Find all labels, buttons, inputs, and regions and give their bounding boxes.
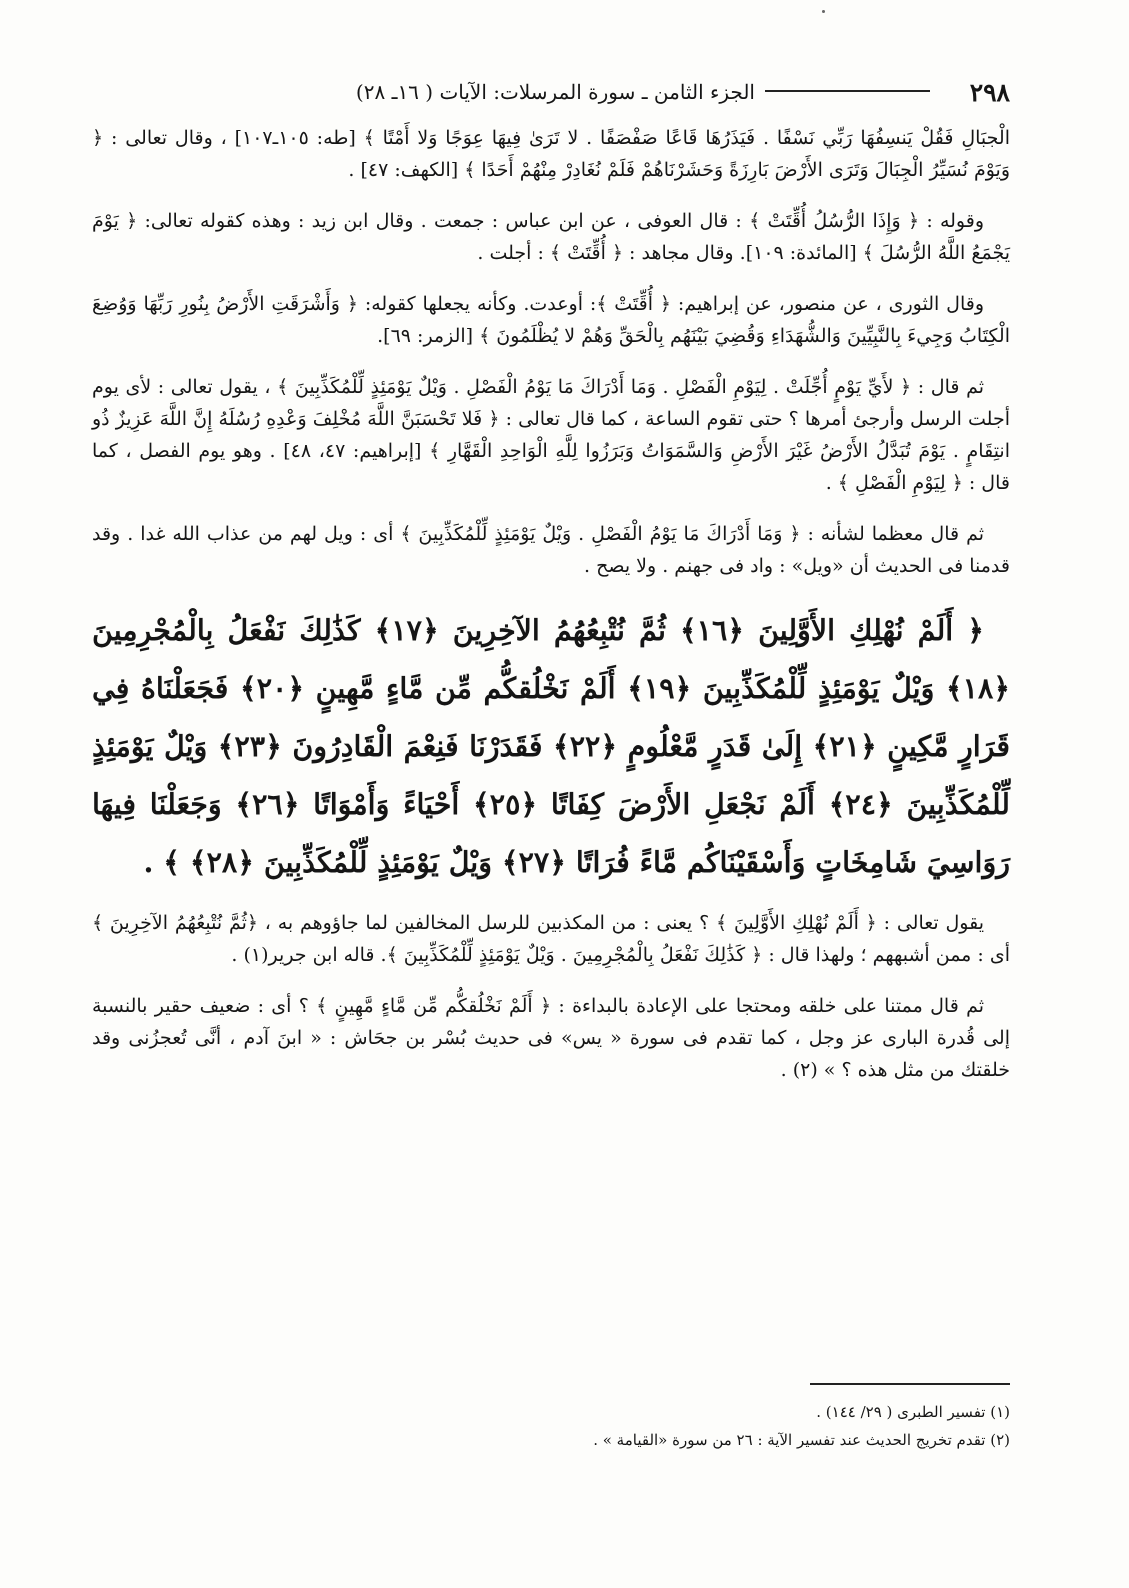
running-head: الجزء الثامن ـ سورة المرسلات: الآيات ( ١٦ـ ٢٨) bbox=[355, 80, 755, 104]
paragraph-woe: ثم قال معظما لشأنه : ﴿ وَمَا أَدْرَاكَ مَا يَوْمُ الْفَصْلِ . وَيْلٌ يَوْمَئِذٍ لِّلْمُكَذِّبِينَ ﴾ أى : ويل لهم من عذاب الله غدا . وقد قدمنا فى الحديث أن «ويل» : واد فى جهنم . ولا يصح . bbox=[92, 523, 1010, 577]
header-rule bbox=[765, 90, 930, 92]
footnote-item: (٢) تقدم تخريج الحديث عند تفسير الآية : ٢٦ من سورة «القيامة » . bbox=[593, 1431, 1010, 1449]
page-body bbox=[92, 122, 1010, 1105]
paragraph-continuation: الْجبَالِ فَقُلْ يَنسِفُهَا رَبِّي نَسْفًا . فَيَذَرُهَا قَاعًا صَفْصَفًا . لا تَرَىٰ فِيهَا عِوَجًا وَلا أَمْتًا ﴾ [طه: ١٠٥ـ١٠٧] ، وقال تعالى : ﴿ وَيَوْمَ نُسَيِّرُ الْجِبَالَ وَتَرَى الأَرْضَ بَارِزَةً وَحَشَرْنَاهُمْ فَلَمْ نُغَادِرْ مِنْهُمْ أَحَدًا ﴾ [الكهف: ٤٧] . bbox=[92, 127, 1010, 181]
footnote-rule bbox=[810, 1383, 1010, 1385]
paragraph-day-of-judgment: ثم قال : ﴿ لأَيِّ يَوْمٍ أُجِّلَتْ . لِيَوْمِ الْفَصْلِ . وَمَا أَدْرَاكَ مَا يَوْمُ الْفَصْلِ . وَيْلٌ يَوْمَئِذٍ لِّلْمُكَذِّبِينَ ﴾ ، يقول تعالى : لأى يوم أجلت الرسل وأرجئ أمرها ؟ حتى تقوم الساعة ، كما قال تعالى : ﴿ فَلا تَحْسَبَنَّ اللَّهَ مُخْلِفَ وَعْدِهِ رُسُلَهُ إِنَّ اللَّهَ عَزِيزٌ ذُو انتِقَامٍ . يَوْمَ تُبَدَّلُ الأَرْضُ غَيْرَ الأَرْضِ وَالسَّمَوَاتُ وَبَرَزُوا لِلَّهِ الْوَاحِدِ الْقَهَّارِ ﴾ [إبراهيم: ٤٧، ٤٨] . وهو يوم الفصل ، كما قال : ﴿ لِيَوْمِ الْفَصْلِ ﴾ . bbox=[92, 376, 1010, 494]
commentary-paragraph: ثم قال ممتنا على خلقه ومحتجا على الإعادة بالبداءة : ﴿ أَلَمْ نَخْلُقكُّم مِّن مَّاءٍ مَّهِينٍ ﴾ ؟ أى : ضعيف حقير بالنسبة إلى قُدرة البارى عز وجل ، كما تقدم فى سورة « يس» فى حديث بُسْر بن جحَاش : « ابنَ آدم ، أنَّى تُعجزُنى وقد خلقتك من مثل هذه ؟ » (٢) . bbox=[92, 995, 1010, 1081]
quran-passage: ﴿ أَلَمْ نُهْلِكِ الأَوَّلِينَ ﴿١٦﴾ ثُمَّ نُتْبِعُهُمُ الآخِرِينَ ﴿١٧﴾ كَذَٰلِكَ نَفْعَلُ بِالْمُجْرِمِينَ ﴿١٨﴾ وَيْلٌ يَوْمَئِذٍ لِّلْمُكَذِّبِينَ ﴿١٩﴾ أَلَمْ نَخْلُقكُّم مِّن مَّاءٍ مَّهِينٍ ﴿٢٠﴾ فَجَعَلْنَاهُ فِي قَرَارٍ مَّكِينٍ ﴿٢١﴾ إِلَىٰ قَدَرٍ مَّعْلُومٍ ﴿٢٢﴾ فَقَدَرْنَا فَنِعْمَ الْقَادِرُونَ ﴿٢٣﴾ وَيْلٌ يَوْمَئِذٍ لِّلْمُكَذِّبِينَ ﴿٢٤﴾ أَلَمْ نَجْعَلِ الأَرْضَ كِفَاتًا ﴿٢٥﴾ أَحْيَاءً وَأَمْوَاتًا ﴿٢٦﴾ وَجَعَلْنَا فِيهَا رَوَاسِيَ شَامِخَاتٍ وَأَسْقَيْنَاكُم مَّاءً فُرَاتًا ﴿٢٧﴾ وَيْلٌ يَوْمَئِذٍ لِّلْمُكَذِّبِينَ ﴿٢٨﴾ ﴾ . bbox=[92, 613, 1011, 879]
paragraph-thawri: وقال الثورى ، عن منصور، عن إبراهيم: ﴿ أُقِّتَتْ ﴾: أوعدت. وكأنه يجعلها كقوله: ﴿ وَأَشْرَقَتِ الأَرْضُ بِنُورِ رَبِّهَا وَوُضِعَ الْكِتَابُ وَجِيءَ بِالنَّبِيِّينَ وَالشُّهَدَاءِ وَقُضِيَ بَيْنَهُم بِالْحَقِّ وَهُمْ لا يُظْلَمُونَ ﴾ [الزمر: ٦٩]. bbox=[92, 293, 1010, 347]
commentary-paragraph: يقول تعالى : ﴿ أَلَمْ نُهْلِكِ الأَوَّلِينَ ﴾ ؟ يعنى : من المكذبين للرسل المخالفين لما جاؤوهم به ، ﴿ثُمَّ نُتْبِعُهُمُ الآخِرِينَ ﴾ أى : ممن أشبههم ؛ ولهذا قال : ﴿ كَذَٰلِكَ نَفْعَلُ بِالْمُجْرِمِينَ . وَيْلٌ يَوْمَئِذٍ لِّلْمُكَذِّبِينَ ﴾. قاله ابن جرير(١) . bbox=[92, 912, 1010, 966]
paragraph-uqqitat: وقوله : ﴿ وَإِذَا الرُّسُلُ أُقِّتَتْ ﴾ : قال العوفى ، عن ابن عباس : جمعت . وقال ابن زيد : وهذه كقوله تعالى: ﴿ يَوْمَ يَجْمَعُ اللَّهُ الرُّسُلَ ﴾ [المائدة: ١٠٩]. وقال مجاهد : ﴿ أُقِّتَتْ ﴾ : أجلت . bbox=[92, 210, 1010, 264]
footnotes bbox=[92, 1398, 1010, 1454]
page-number: ٢٩٨ bbox=[969, 78, 1010, 107]
footnote-item: (١) تفسير الطبرى ( ٢٩/ ١٤٤) . bbox=[816, 1403, 1010, 1421]
page-header bbox=[92, 76, 1010, 112]
scan-speck bbox=[822, 10, 825, 13]
